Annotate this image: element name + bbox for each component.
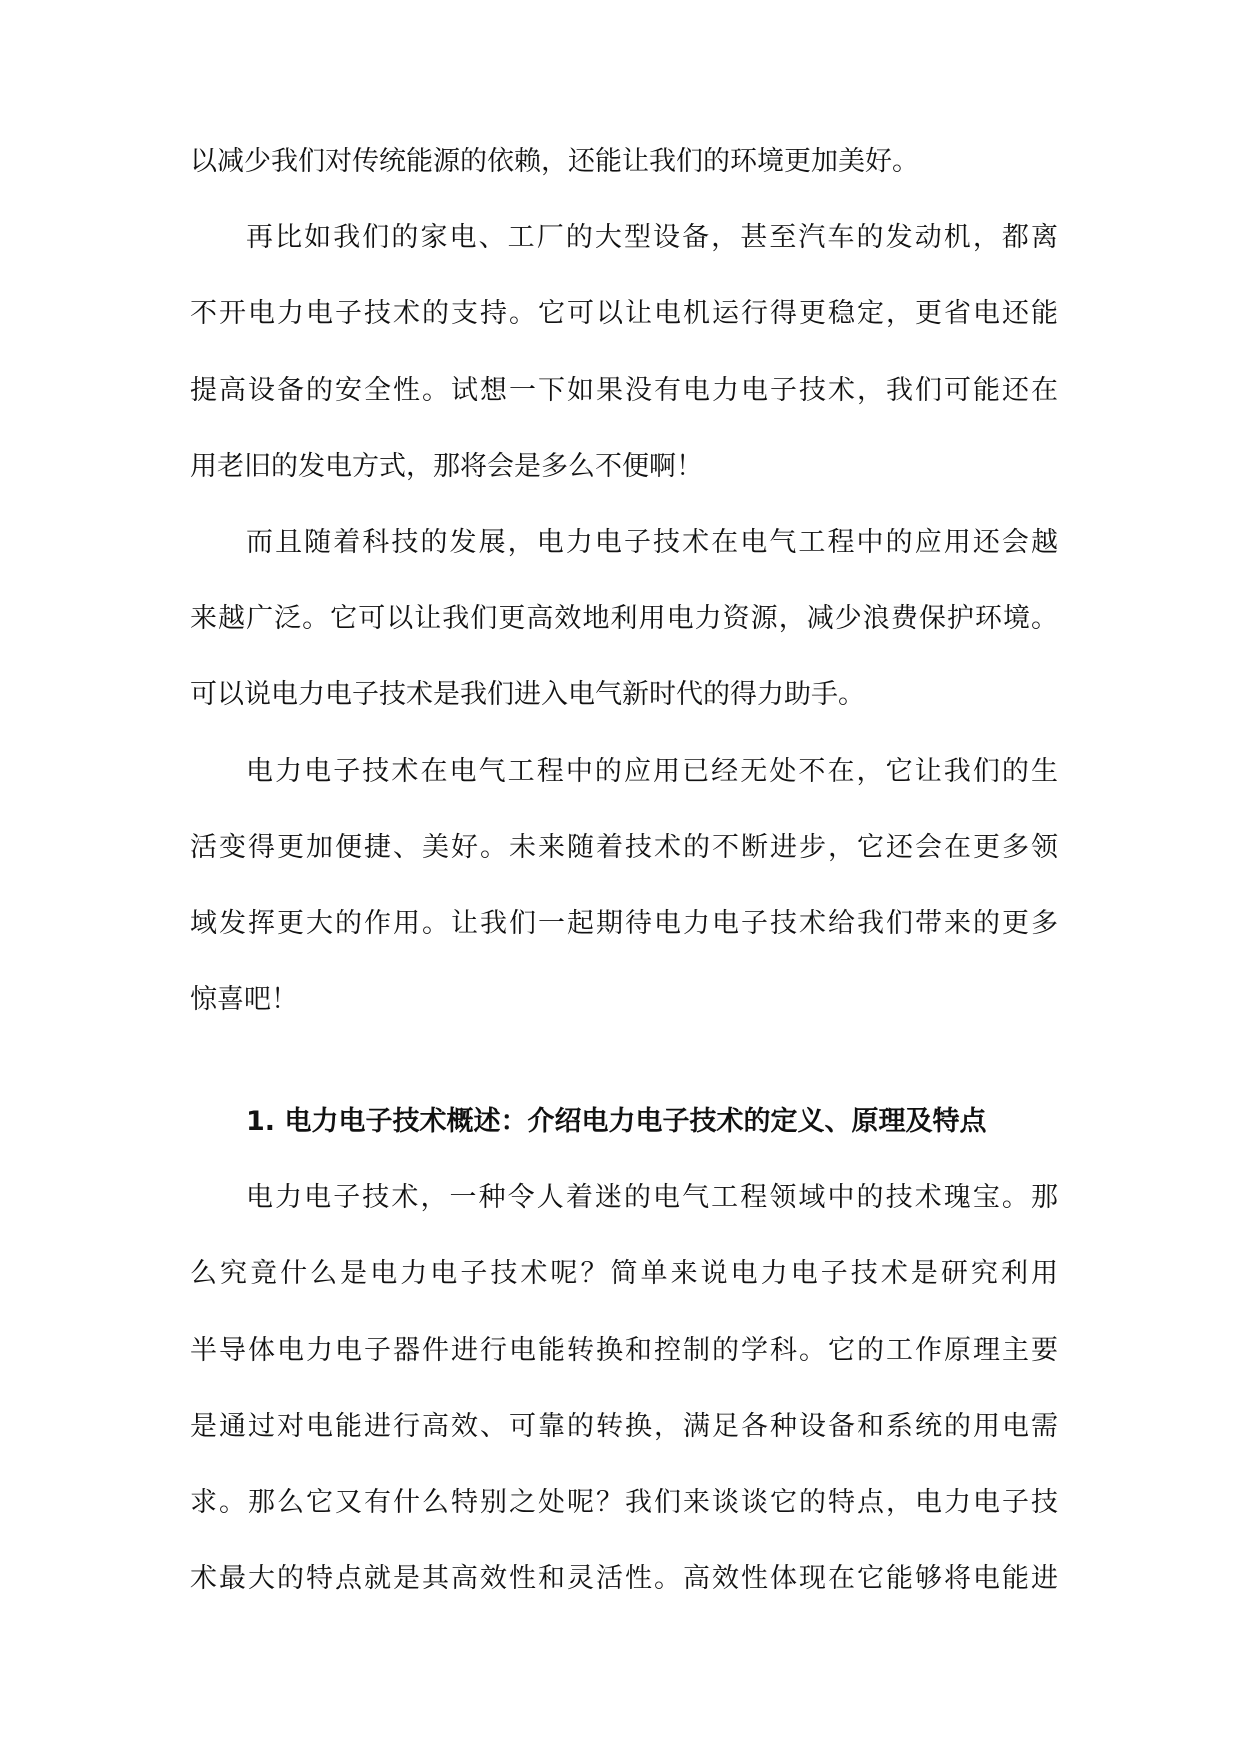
- paragraph-line: 电力电子技术在电气工程中的应用已经无处不在，它让我们的生: [246, 755, 1058, 787]
- paragraph-line: 电力电子技术，一种令人着迷的电气工程领域中的技术瑰宝。那: [246, 1182, 1058, 1214]
- paragraph-line: 来越广泛。它可以让我们更高效地利用电力资源，减少浪费保护环境。: [190, 603, 1058, 635]
- section-heading: 1. 电力电子技术概述：介绍电力电子技术的定义、原理及特点: [246, 1106, 987, 1138]
- paragraph-line: 求。那么它又有什么特别之处呢？我们来谈谈它的特点，电力电子技: [190, 1487, 1058, 1518]
- document-body: [190, 142, 1058, 1635]
- paragraph-line: 半导体电力电子器件进行电能转换和控制的学科。它的工作原理主要: [190, 1334, 1058, 1366]
- paragraph-line: 域发挥更大的作用。让我们一起期待电力电子技术给我们带来的更多: [190, 907, 1058, 939]
- paragraph-line: 惊喜吧！: [190, 984, 298, 1016]
- paragraph-line: 而且随着科技的发展，电力电子技术在电气工程中的应用还会越: [246, 526, 1058, 558]
- paragraph-line: 是通过对电能进行高效、可靠的转换，满足各种设备和系统的用电需: [190, 1410, 1058, 1442]
- paragraph-line: 用老旧的发电方式，那将会是多么不便啊！: [190, 450, 703, 482]
- paragraph-line: 可以说电力电子技术是我们进入电气新时代的得力助手。: [190, 679, 865, 711]
- paragraph-line: 再比如我们的家电、工厂的大型设备，甚至汽车的发动机，都离: [246, 222, 1058, 254]
- paragraph-line: 活变得更加便捷、美好。未来随着技术的不断进步，它还会在更多领: [190, 831, 1058, 863]
- paragraph-line: 提高设备的安全性。试想一下如果没有电力电子技术，我们可能还在: [190, 374, 1058, 406]
- paragraph-line: 不开电力电子技术的支持。它可以让电机运行得更稳定，更省电还能: [190, 298, 1058, 330]
- paragraph-line: 么究竟什么是电力电子技术呢？简单来说电力电子技术是研究利用: [190, 1258, 1058, 1290]
- paragraph-line: 以减少我们对传统能源的依赖，还能让我们的环境更加美好。: [190, 146, 919, 177]
- paragraph-line: 术最大的特点就是其高效性和灵活性。高效性体现在它能够将电能进: [190, 1563, 1058, 1595]
